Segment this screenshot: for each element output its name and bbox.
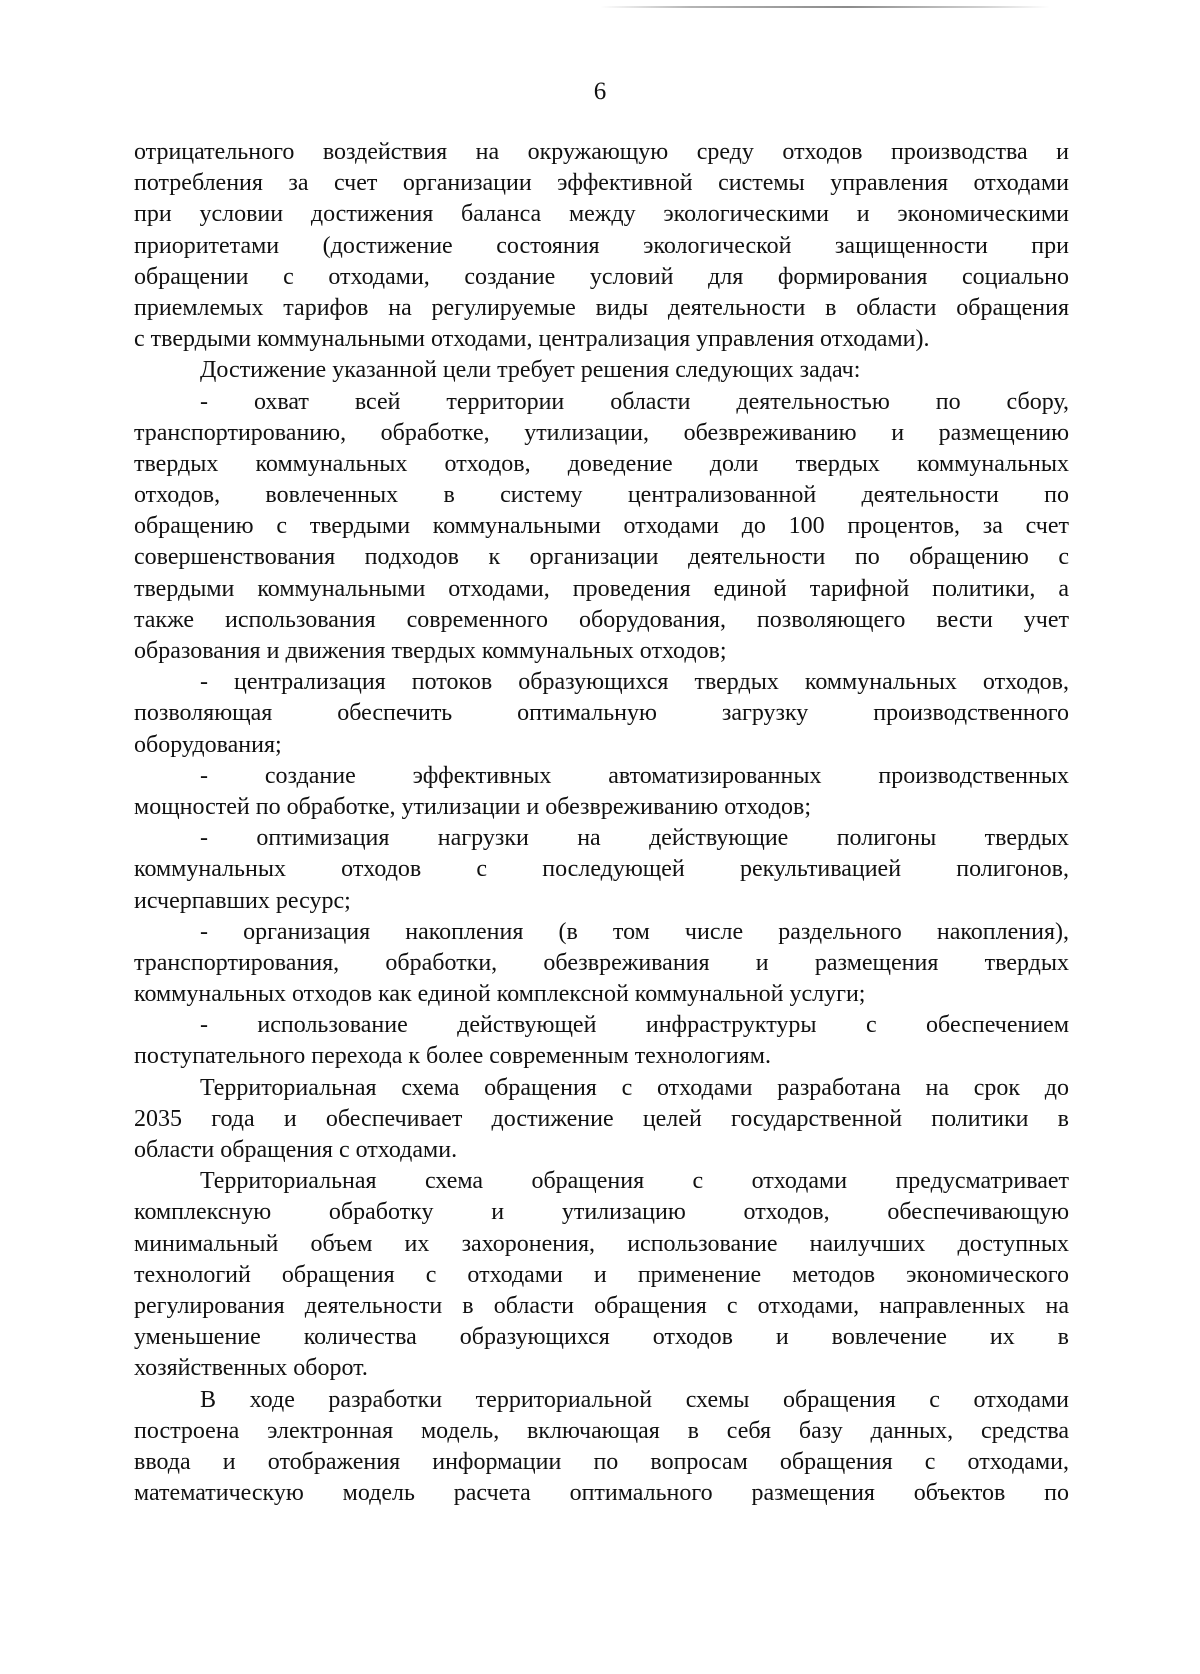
text-line: коммунальных отходов с последующей рекультивацией полигонов, [134, 856, 1069, 883]
text-line: также использования современного оборудования, позволяющего вести учет [134, 606, 1069, 633]
text-line: области обращения с отходами. [134, 1137, 458, 1163]
text-line: математическую модель расчета оптимального размещения объектов по [134, 1480, 1069, 1507]
text-line: В ходе разработки территориальной схемы обращения с отходами [200, 1386, 1069, 1413]
text-line: Достижение указанной цели требует решения следующих задач: [200, 357, 861, 384]
text-line: приемлемых тарифов на регулируемые виды деятельности в области обращения [134, 294, 1069, 321]
text-line: отрицательного воздействия на окружающую среду отходов производства и [134, 139, 1069, 165]
text-line: исчерпавших ресурс; [134, 887, 351, 914]
text-line: - использование действующей инфраструктуры с обеспечением [200, 1012, 1069, 1039]
text-line: регулирования деятельности в области обращения с отходами, направленных на [134, 1292, 1069, 1319]
text-line: - оптимизация нагрузки на действующие полигоны твердых [200, 825, 1069, 852]
text-line: обращении с отходами, создание условий для формирования социально [134, 263, 1069, 290]
text-line: приоритетами (достижение состояния экологической защищенности при [134, 232, 1069, 259]
text-line: с твердыми коммунальными отходами, централизация управления отходами). [134, 326, 930, 353]
text-line: уменьшение количества образующихся отходов и вовлечение их в [134, 1324, 1069, 1351]
text-line: - централизация потоков образующихся твердых коммунальных отходов, [200, 669, 1069, 696]
text-line: совершенствования подходов к организации деятельности по обращению с [134, 544, 1069, 571]
text-line: технологий обращения с отходами и применение методов экономического [134, 1261, 1069, 1288]
text-line: транспортирования, обработки, обезвреживания и размещения твердых [134, 949, 1069, 976]
text-line: отходов, вовлеченных в систему централизованной деятельности по [134, 482, 1069, 509]
text-line: позволяющая обеспечить оптимальную загрузку производственного [134, 700, 1069, 727]
text-line: оборудования; [134, 731, 282, 758]
text-line: мощностей по обработке, утилизации и обезвреживанию отходов; [134, 793, 812, 820]
page-number: 6 [593, 78, 607, 105]
text-line: - организация накопления (в том числе раздельного накопления), [200, 918, 1069, 945]
text-line: транспортированию, обработке, утилизации, обезвреживанию и размещению [134, 419, 1069, 446]
text-line: - создание эффективных автоматизированных производственных [200, 762, 1069, 789]
text-line: - охват всей территории области деятельностью по сбору, [200, 388, 1069, 415]
text-line: Территориальная схема обращения с отходами разработана на срок до [200, 1074, 1069, 1101]
text-line: минимальный объем их захоронения, использование наилучших доступных [134, 1230, 1069, 1257]
text-line: обращению с твердыми коммунальными отходами до 100 процентов, за счет [134, 513, 1069, 540]
text-line: поступательного перехода к более современным технологиям. [134, 1043, 771, 1070]
text-line: построена электронная модель, включающая в себя базу данных, средства [134, 1417, 1069, 1444]
text-line: потребления за счет организации эффективной системы управления отходами [134, 170, 1069, 197]
text-line: образования и движения твердых коммунальных отходов; [134, 638, 727, 664]
text-line: 2035 года и обеспечивает достижение целей государственной политики в [134, 1105, 1069, 1132]
text-line: твердых коммунальных отходов, доведение доли твердых коммунальных [134, 450, 1069, 477]
text-line: Территориальная схема обращения с отходами предусматривает [200, 1168, 1069, 1195]
body-text [134, 137, 1069, 1509]
text-line: твердыми коммунальными отходами, проведения единой тарифной политики, а [134, 575, 1069, 602]
text-line: комплексную обработку и утилизацию отходов, обеспечивающую [134, 1199, 1069, 1226]
text-line: при условии достижения баланса между экологическими и экономическими [134, 201, 1069, 228]
text-line: коммунальных отходов как единой комплексной коммунальной услуги; [134, 981, 866, 1008]
scan-artifact [600, 6, 1050, 8]
text-line: ввода и отображения информации по вопросам обращения с отходами, [134, 1448, 1069, 1475]
text-line: хозяйственных оборот. [134, 1355, 368, 1382]
